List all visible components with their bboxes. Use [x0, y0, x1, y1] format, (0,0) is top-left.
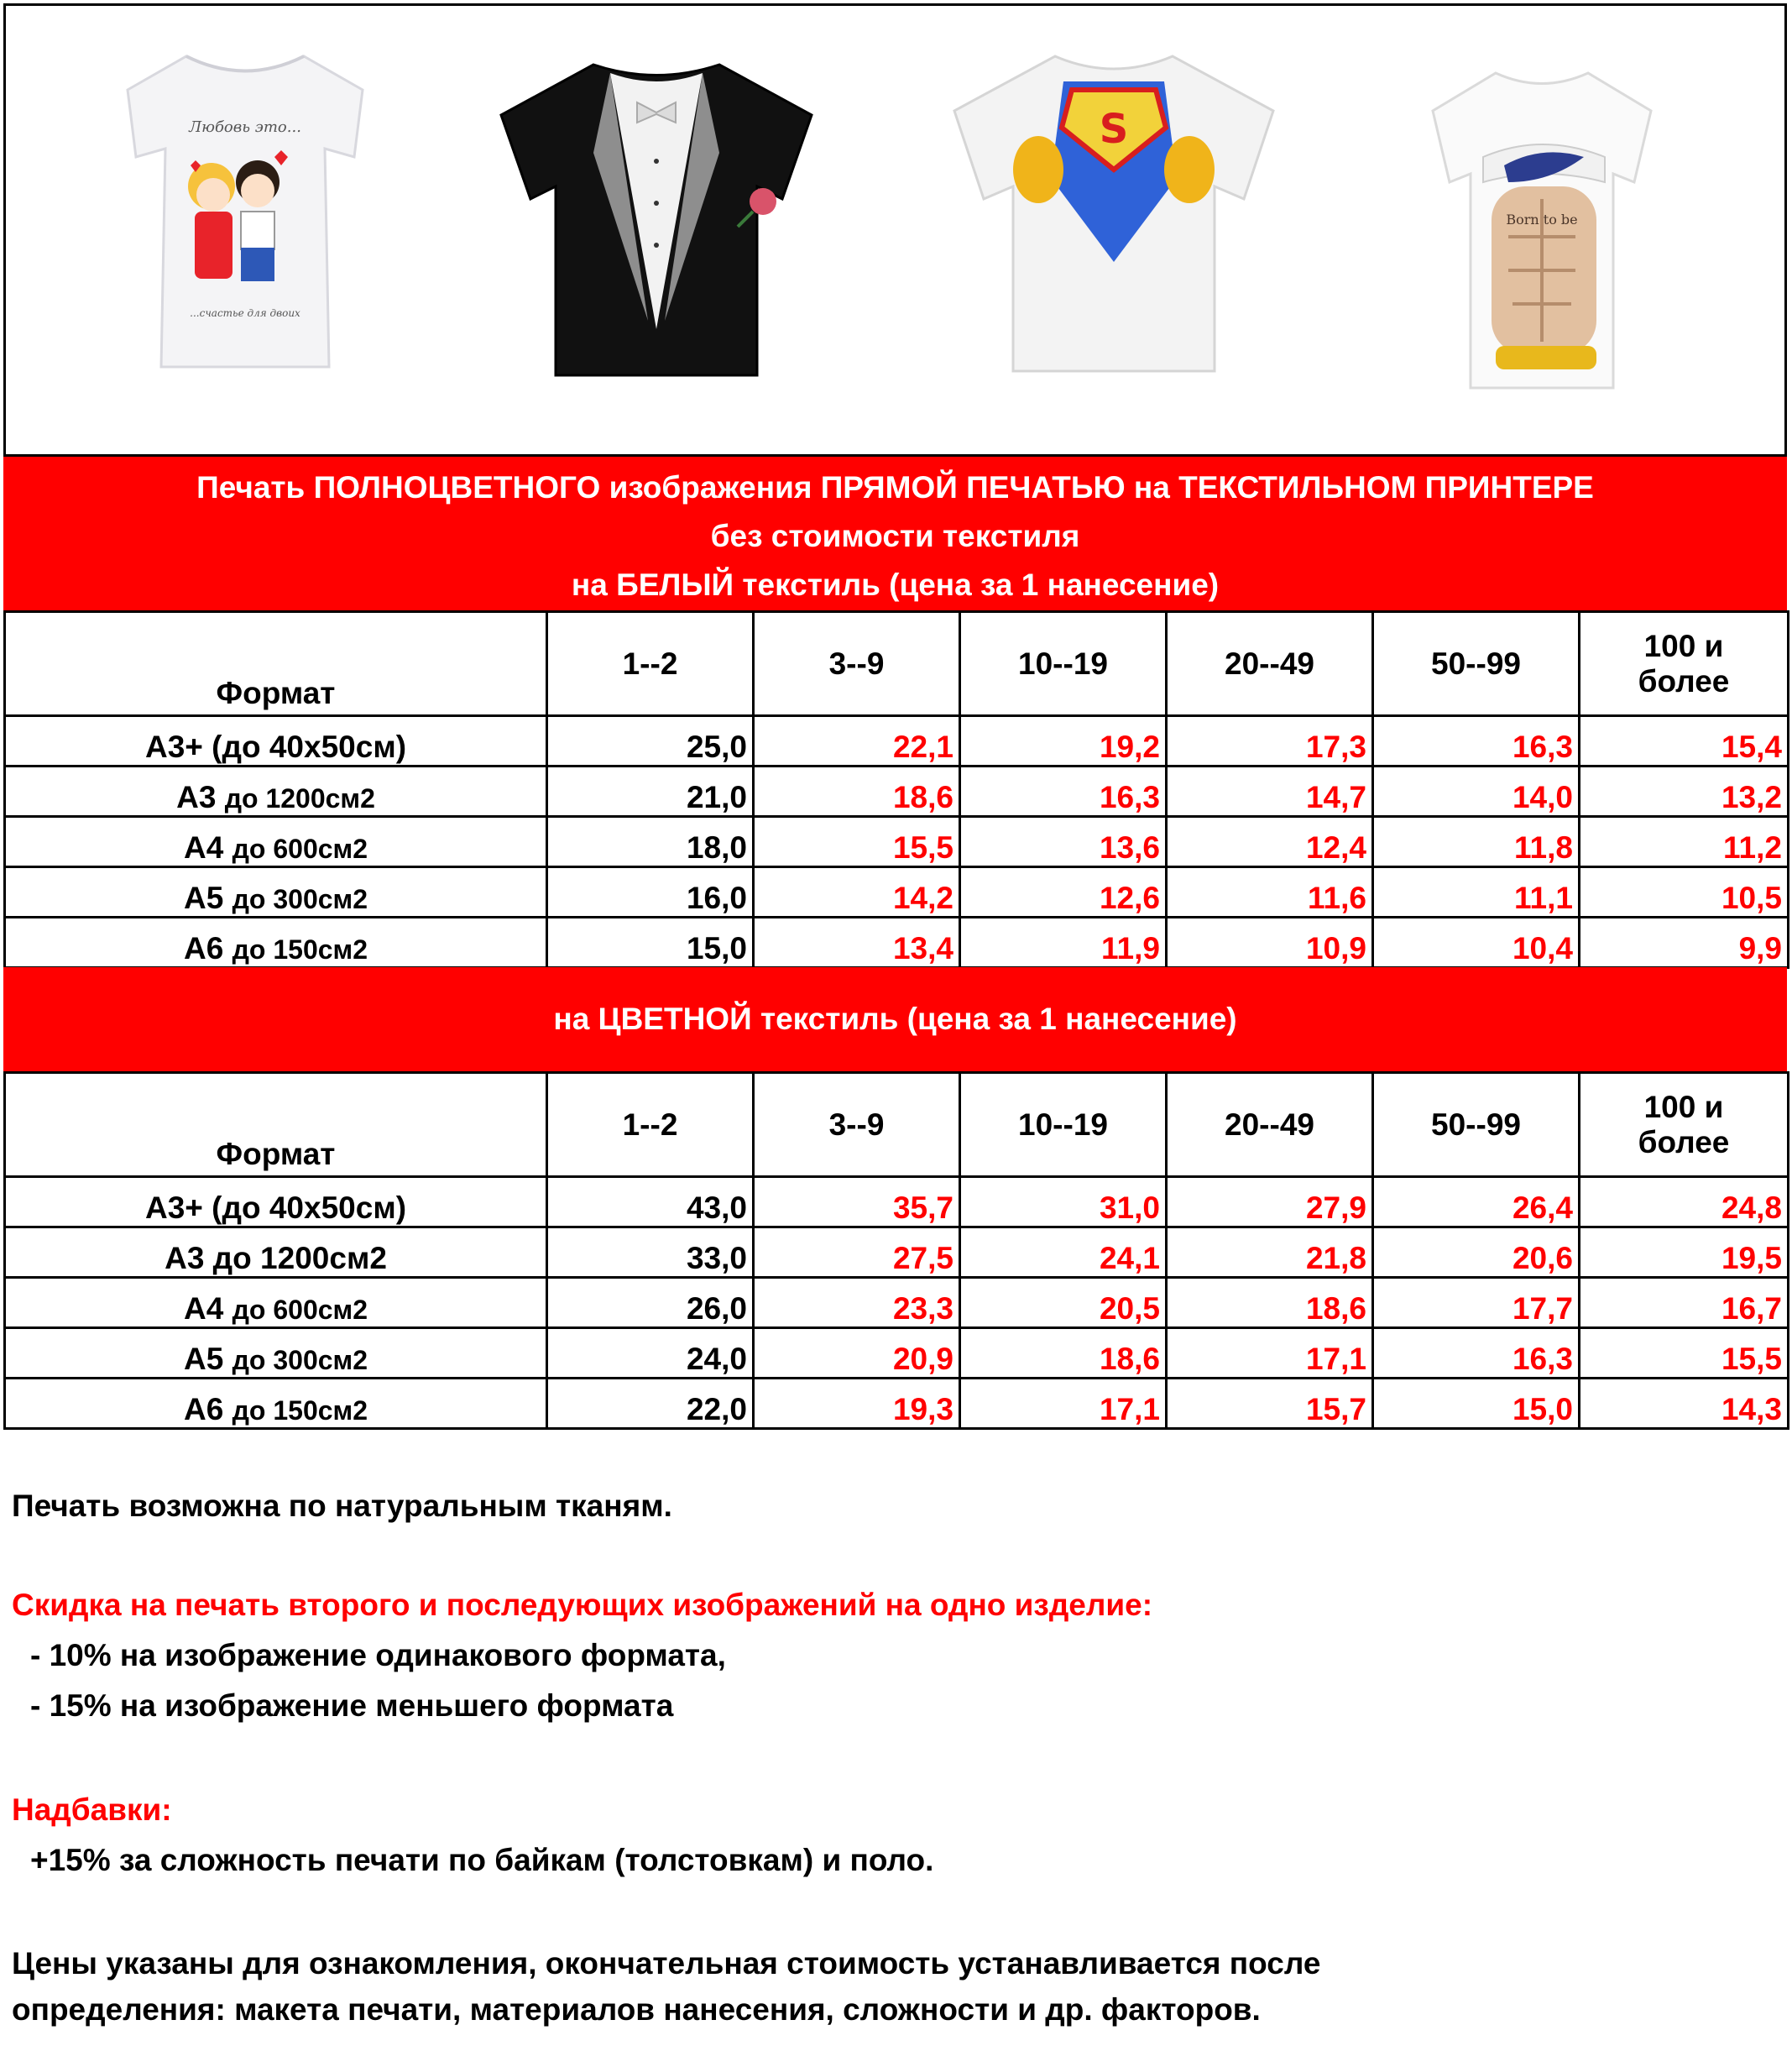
price-cell: 12,6 — [960, 867, 1167, 918]
format-main: А3 до 1200см2 — [165, 1241, 387, 1275]
table-row — [5, 918, 1789, 968]
format-sub: до 1200см2 — [224, 783, 375, 814]
header-col-6-line2: более — [1638, 1124, 1730, 1159]
header-col-4: 20--49 — [1167, 612, 1373, 716]
table-row — [5, 817, 1789, 867]
shirt-abs-image — [1424, 65, 1659, 392]
price-cell: 22,0 — [547, 1379, 754, 1429]
price-cell: 16,3 — [960, 767, 1167, 817]
price-cell: 21,0 — [547, 767, 754, 817]
price-cell: 14,3 — [1580, 1379, 1789, 1429]
header-format: Формат — [5, 612, 547, 716]
price-cell: 10,5 — [1580, 867, 1789, 918]
price-cell: 15,5 — [1580, 1328, 1789, 1379]
price-cell: 11,1 — [1373, 867, 1580, 918]
banner-color-textile — [3, 967, 1787, 1071]
format-cell — [5, 1379, 547, 1429]
shirt-abs-caption: Born to be — [1506, 212, 1578, 228]
price-cell: 21,8 — [1167, 1227, 1373, 1278]
price-cell: 18,0 — [547, 817, 754, 867]
header-col-6-line2: более — [1638, 663, 1730, 699]
header-col-4: 20--49 — [1167, 1073, 1373, 1177]
price-cell: 14,7 — [1167, 767, 1373, 817]
format-sub: до 600см2 — [232, 1295, 368, 1325]
format-main: А4 — [184, 830, 224, 865]
header-col-5: 50--99 — [1373, 1073, 1580, 1177]
price-table-color — [3, 1071, 1789, 1430]
format-cell — [5, 1278, 547, 1328]
price-cell: 17,1 — [960, 1379, 1167, 1429]
format-cell — [5, 918, 547, 968]
format-cell — [5, 817, 547, 867]
price-cell: 18,6 — [960, 1328, 1167, 1379]
header-col-3: 10--19 — [960, 1073, 1167, 1177]
price-cell: 24,8 — [1580, 1177, 1789, 1227]
format-main: А5 — [184, 1342, 224, 1376]
format-sub: до 300см2 — [232, 1345, 368, 1375]
format-sub: до 600см2 — [232, 834, 368, 864]
price-cell: 17,7 — [1373, 1278, 1580, 1328]
header-col-5: 50--99 — [1373, 612, 1580, 716]
table-row — [5, 716, 1789, 767]
format-cell — [5, 1177, 547, 1227]
format-sub: до 150см2 — [232, 1395, 368, 1426]
table-row — [5, 867, 1789, 918]
header-format: Формат — [5, 1073, 547, 1177]
price-cell: 17,3 — [1167, 716, 1373, 767]
format-main: А3+ (до 40х50см) — [144, 730, 407, 764]
price-cell: 12,4 — [1167, 817, 1373, 867]
price-cell: 9,9 — [1580, 918, 1789, 968]
price-cell: 11,8 — [1373, 817, 1580, 867]
note-discount-title: Скидка на печать второго и последующих изображений на одно изделие: — [12, 1588, 1153, 1622]
header-col-6 — [1580, 1073, 1789, 1177]
product-photos-panel — [3, 3, 1787, 457]
format-cell — [5, 767, 547, 817]
price-cell: 25,0 — [547, 716, 754, 767]
price-cell: 11,2 — [1580, 817, 1789, 867]
shirt-love-is-image — [111, 39, 379, 375]
format-main: А3 — [176, 780, 217, 814]
banner-line-3: на БЕЛЫЙ текстиль (цена за 1 нанесение) — [571, 568, 1220, 602]
table-header-row — [5, 1073, 1789, 1177]
note-final-2: определения: макета печати, материалов нанесения, сложности и др. факторов. — [12, 1992, 1261, 2027]
price-cell: 16,3 — [1373, 716, 1580, 767]
price-cell: 19,2 — [960, 716, 1167, 767]
price-cell: 15,5 — [754, 817, 960, 867]
format-main: А6 — [184, 1392, 224, 1426]
price-cell: 16,0 — [547, 867, 754, 918]
price-cell: 15,0 — [1373, 1379, 1580, 1429]
price-cell: 26,0 — [547, 1278, 754, 1328]
price-cell: 22,1 — [754, 716, 960, 767]
price-table-white — [3, 610, 1789, 969]
svg-text:S: S — [1099, 106, 1129, 153]
header-col-6 — [1580, 612, 1789, 716]
format-sub: до 300см2 — [232, 884, 368, 914]
format-main: А4 — [184, 1291, 224, 1326]
note-discount-1: - 10% на изображение одинакового формата, — [30, 1638, 726, 1672]
header-col-6-line1: 100 и — [1643, 628, 1724, 663]
note-surcharge-1: +15% за сложность печати по байкам (толстовкам) и поло. — [30, 1843, 934, 1877]
format-main: А6 — [184, 931, 224, 965]
format-main: А5 — [184, 881, 224, 915]
price-cell: 10,9 — [1167, 918, 1373, 968]
shirt-tuxedo-image — [493, 52, 820, 379]
note-final-1: Цены указаны для ознакомления, окончательная стоимость устанавливается после — [12, 1946, 1321, 1981]
banner-line-2: без стоимости текстиля — [710, 519, 1080, 553]
format-cell — [5, 716, 547, 767]
price-cell: 33,0 — [547, 1227, 754, 1278]
price-cell: 23,3 — [754, 1278, 960, 1328]
price-cell: 20,9 — [754, 1328, 960, 1379]
price-cell: 19,3 — [754, 1379, 960, 1429]
price-cell: 16,7 — [1580, 1278, 1789, 1328]
table-row — [5, 1278, 1789, 1328]
price-cell: 43,0 — [547, 1177, 754, 1227]
price-cell: 24,1 — [960, 1227, 1167, 1278]
table-row — [5, 1379, 1789, 1429]
price-cell: 35,7 — [754, 1177, 960, 1227]
price-cell: 13,4 — [754, 918, 960, 968]
table-row — [5, 767, 1789, 817]
price-cell: 31,0 — [960, 1177, 1167, 1227]
header-col-1: 1--2 — [547, 1073, 754, 1177]
format-cell — [5, 1328, 547, 1379]
price-cell: 16,3 — [1373, 1328, 1580, 1379]
table-row — [5, 1177, 1789, 1227]
price-cell: 13,6 — [960, 817, 1167, 867]
format-sub: до 150см2 — [232, 934, 368, 965]
price-cell: 17,1 — [1167, 1328, 1373, 1379]
header-col-3: 10--19 — [960, 612, 1167, 716]
price-cell: 19,5 — [1580, 1227, 1789, 1278]
banner-line-1: Печать ПОЛНОЦВЕТНОГО изображения ПРЯМОЙ ПЕЧАТЬЮ на ТЕКСТИЛЬНОМ ПРИНТЕРЕ — [196, 470, 1594, 505]
table-row — [5, 1227, 1789, 1278]
note-natural-fabrics: Печать возможна по натуральным тканям. — [12, 1489, 672, 1523]
table-header-row — [5, 612, 1789, 716]
price-cell: 15,7 — [1167, 1379, 1373, 1429]
shirt-superman-image — [946, 44, 1282, 379]
format-main: А3+ (до 40х50см) — [144, 1190, 407, 1225]
price-cell: 26,4 — [1373, 1177, 1580, 1227]
price-cell: 27,5 — [754, 1227, 960, 1278]
note-surcharge-title: Надбавки: — [12, 1792, 172, 1827]
price-cell: 27,9 — [1167, 1177, 1373, 1227]
price-cell: 24,0 — [547, 1328, 754, 1379]
price-cell: 20,6 — [1373, 1227, 1580, 1278]
note-discount-2: - 15% на изображение меньшего формата — [30, 1688, 674, 1723]
price-cell: 11,6 — [1167, 867, 1373, 918]
header-col-2: 3--9 — [754, 612, 960, 716]
banner2-line-1: на ЦВЕТНОЙ текстиль (цена за 1 нанесение) — [553, 1002, 1237, 1036]
header-col-6-line1: 100 и — [1643, 1089, 1724, 1124]
price-cell: 14,2 — [754, 867, 960, 918]
shirt-caption-bottom: ...счастье для двоих — [190, 307, 300, 319]
price-cell: 15,0 — [547, 918, 754, 968]
shirt-caption-top: Любовь это... — [189, 118, 301, 136]
price-cell: 11,9 — [960, 918, 1167, 968]
banner-white-textile — [3, 457, 1787, 610]
price-cell: 15,4 — [1580, 716, 1789, 767]
format-cell — [5, 867, 547, 918]
table-row — [5, 1328, 1789, 1379]
price-cell: 20,5 — [960, 1278, 1167, 1328]
header-col-2: 3--9 — [754, 1073, 960, 1177]
price-cell: 14,0 — [1373, 767, 1580, 817]
price-cell: 10,4 — [1373, 918, 1580, 968]
format-cell — [5, 1227, 547, 1278]
price-cell: 18,6 — [754, 767, 960, 817]
header-col-1: 1--2 — [547, 612, 754, 716]
price-cell: 13,2 — [1580, 767, 1789, 817]
price-cell: 18,6 — [1167, 1278, 1373, 1328]
